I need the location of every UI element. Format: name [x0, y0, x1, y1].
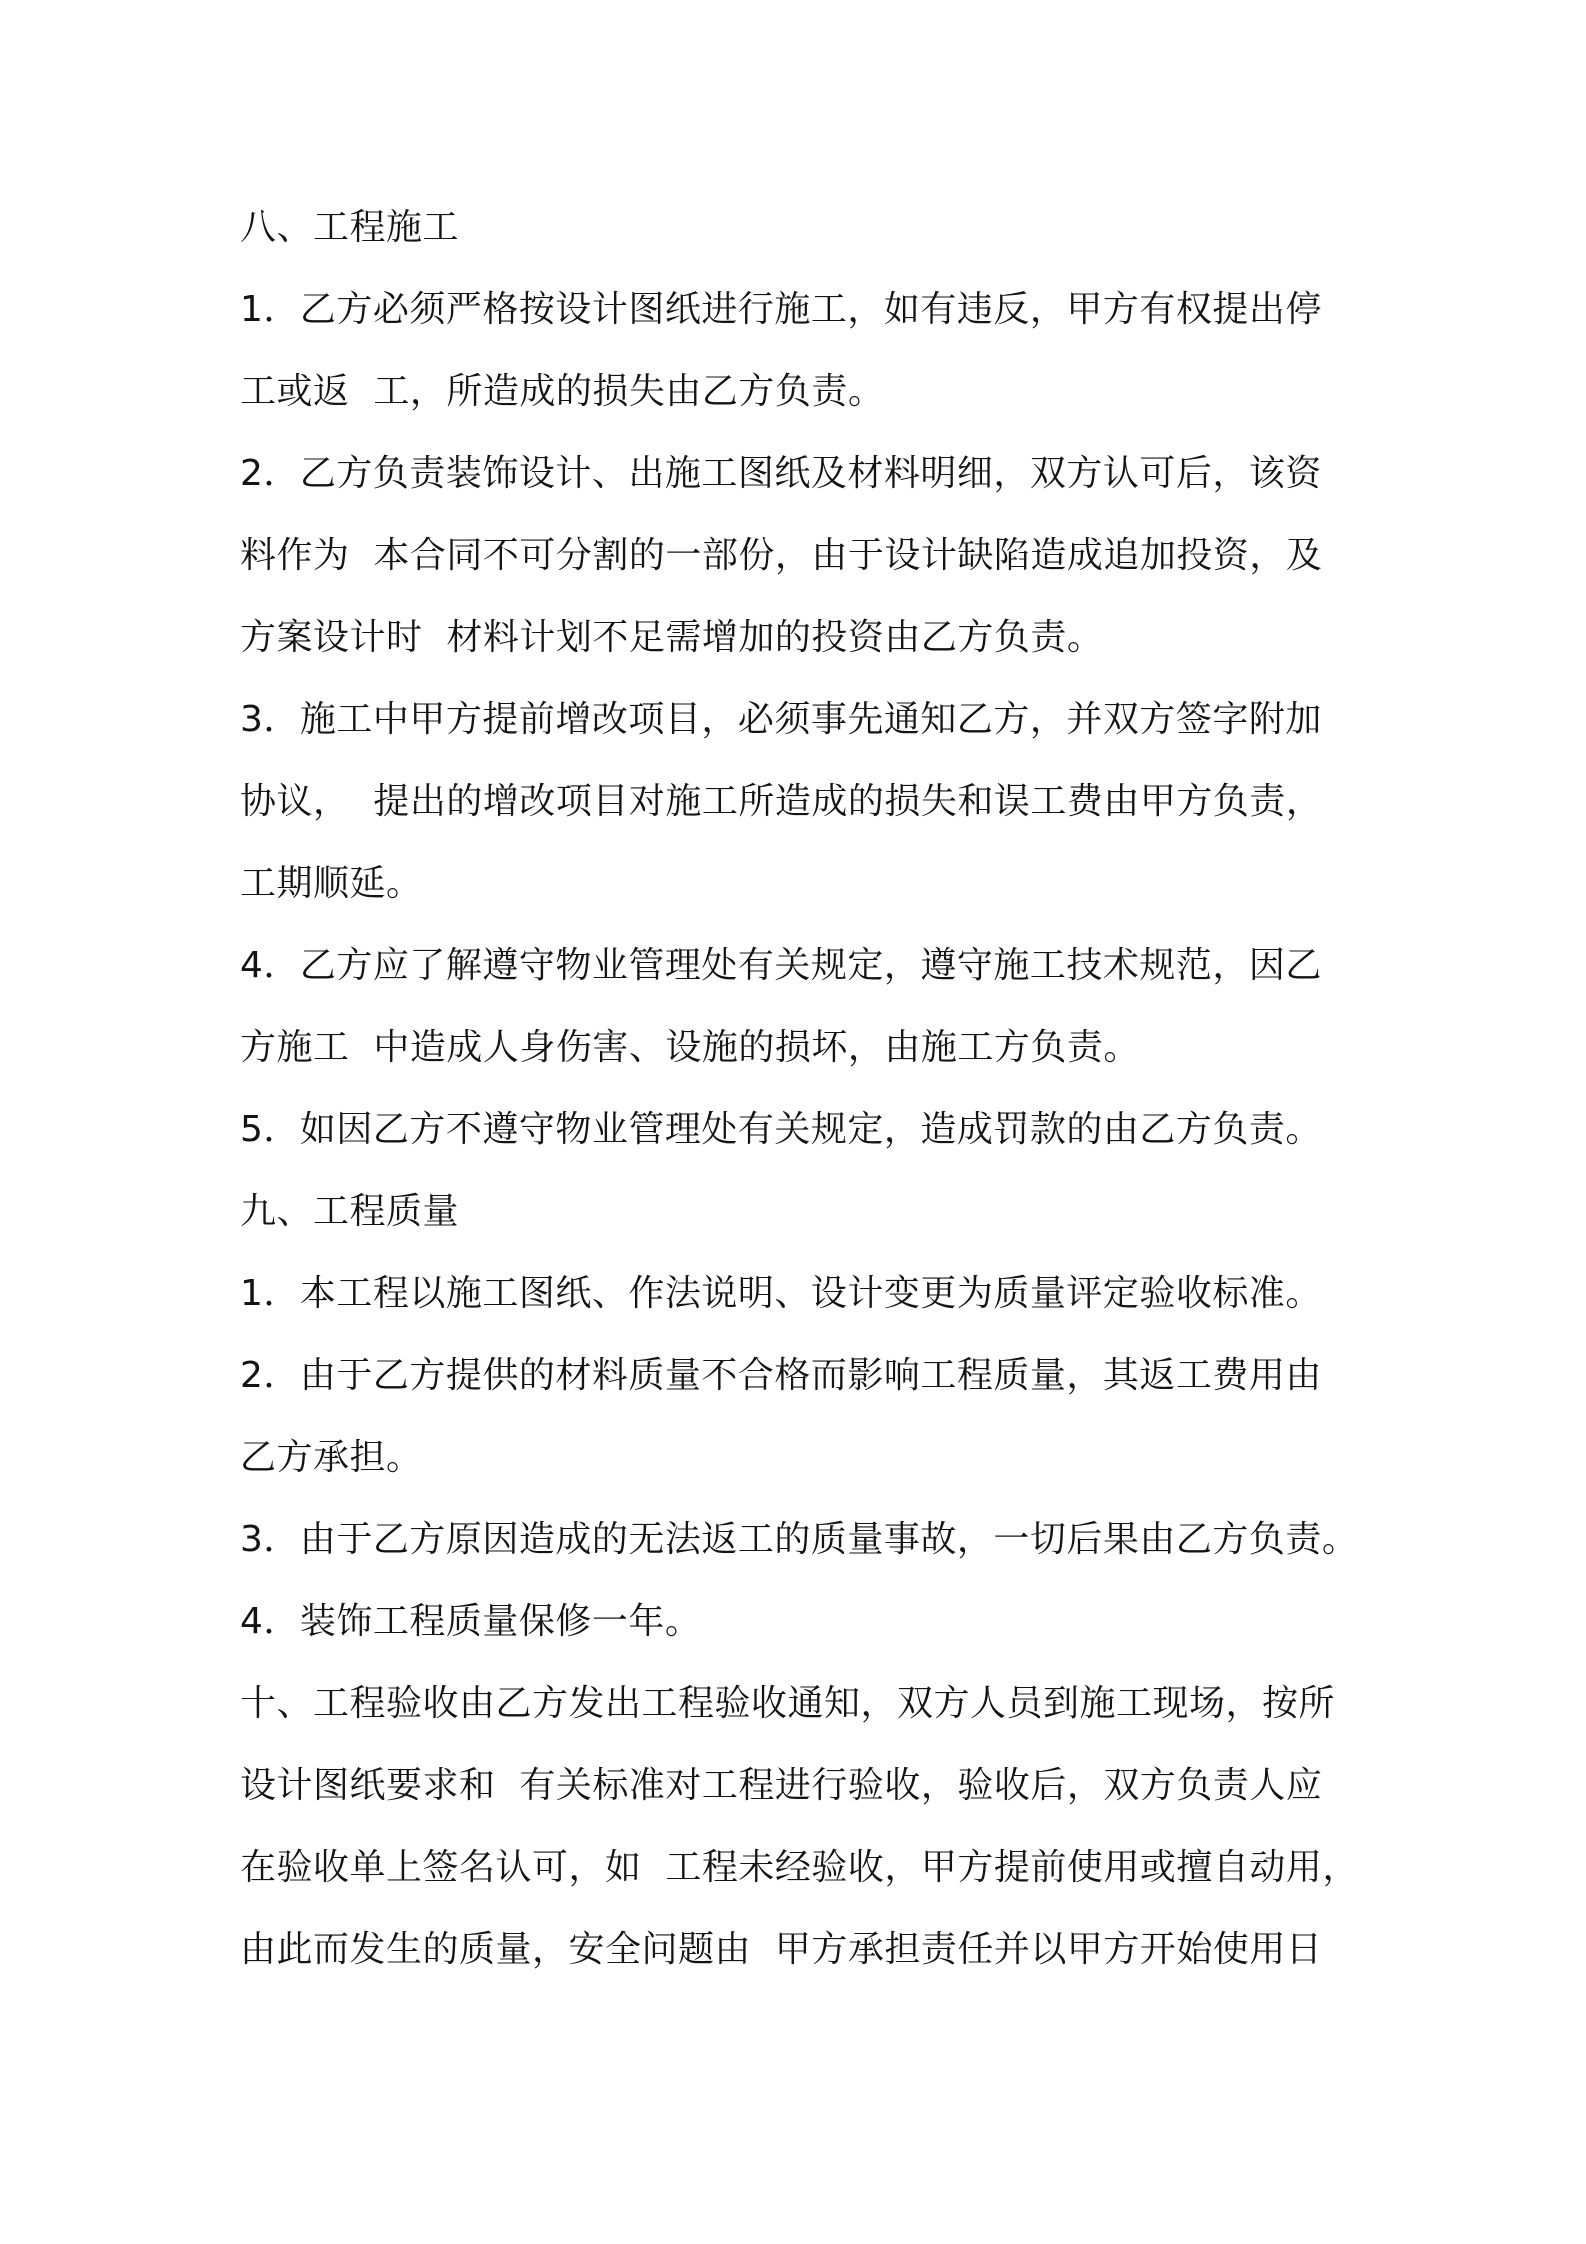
section-10-line-3: 在验收单上签名认可，如 工程未经验收，甲方提前使用或擅自动用， [240, 1847, 1359, 1888]
section-8-item-1-line-2: 工或返 工，所造成的损失由乙方负责。 [240, 371, 885, 412]
section-8-item-3-line-1: 3．施工中甲方提前增改项目，必须事先通知乙方，并双方签字附加 [240, 699, 1322, 740]
section-9-item-1: 1．本工程以施工图纸、作法说明、设计变更为质量评定验收标准。 [240, 1273, 1322, 1314]
section-9-item-2-line-2: 乙方承担。 [240, 1437, 423, 1478]
section-8-item-4-line-2: 方施工 中造成人身伤害、设施的损坏，由施工方负责。 [240, 1027, 1140, 1068]
section-8-item-2-line-3: 方案设计时 材料计划不足需增加的投资由乙方负责。 [240, 617, 1104, 658]
section-9-item-2-line-1: 2．由于乙方提供的材料质量不合格而影响工程质量，其返工费用由 [240, 1355, 1322, 1396]
section-10-line-4: 由此而发生的质量，安全问题由 甲方承担责任并以甲方开始使用日 [240, 1929, 1323, 1970]
section-10-line-1: 十、工程验收由乙方发出工程验收通知，双方人员到施工现场，按所 [240, 1683, 1336, 1724]
section-9-item-3: 3．由于乙方原因造成的无法返工的质量事故，一切后果由乙方负责。 [240, 1519, 1359, 1560]
section-10-line-2: 设计图纸要求和 有关标准对工程进行验收，验收后，双方负责人应 [240, 1765, 1323, 1806]
section-8-item-1-line-1: 1．乙方必须严格按设计图纸进行施工，如有违反，甲方有权提出停 [240, 289, 1322, 330]
section-9-item-4: 4．装饰工程质量保修一年。 [240, 1601, 702, 1642]
section-8-item-2-line-1: 2．乙方负责装饰设计、出施工图纸及材料明细，双方认可后，该资 [240, 453, 1322, 494]
section-8-item-3-line-3: 工期顺延。 [240, 863, 423, 904]
section-9-heading: 九、工程质量 [240, 1191, 460, 1232]
section-8-item-2-line-2: 料作为 本合同不可分割的一部份，由于设计缺陷造成追加投资，及 [240, 535, 1323, 576]
section-8-item-4-line-1: 4．乙方应了解遵守物业管理处有关规定，遵守施工技术规范，因乙 [240, 945, 1322, 986]
section-8-heading: 八、工程施工 [240, 207, 460, 248]
section-8-item-5: 5．如因乙方不遵守物业管理处有关规定，造成罚款的由乙方负责。 [240, 1109, 1322, 1150]
section-8-item-3-line-2: 协议， 提出的增改项目对施工所造成的损失和误工费由甲方负责， [240, 781, 1323, 822]
